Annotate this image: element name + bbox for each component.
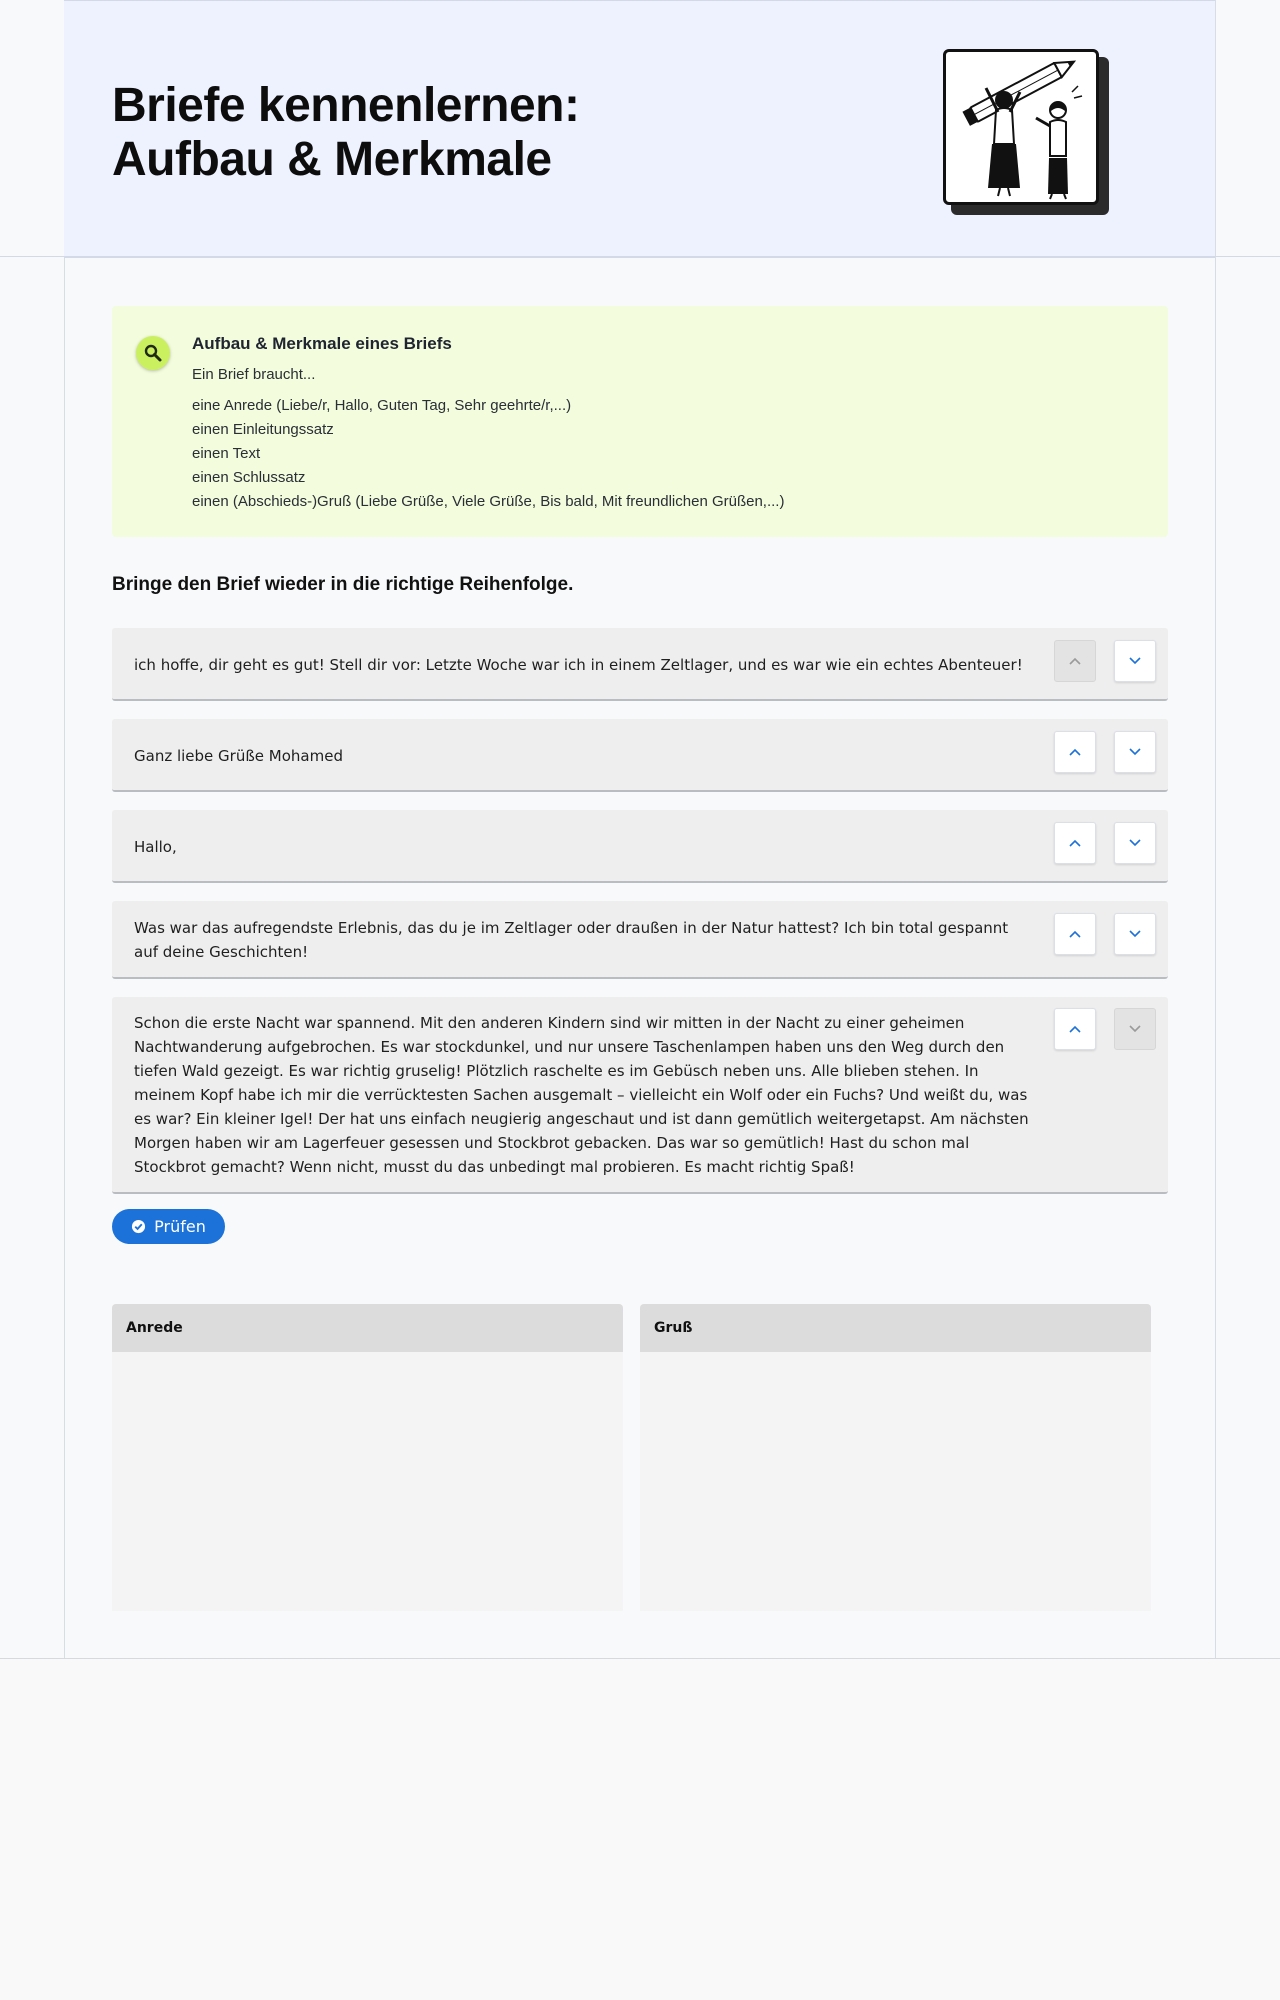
hero-divider	[0, 256, 1280, 257]
move-up-button[interactable]	[1054, 640, 1096, 682]
sort-item-text: ich hoffe, dir geht es gut! Stell dir vor: Letzte Woche war ich in einem Zeltlager, und es war wie ein echtes Abenteuer!	[134, 656, 1023, 674]
info-title: Aufbau & Merkmale eines Briefs	[192, 334, 452, 353]
sort-item-2[interactable]	[112, 719, 1168, 792]
info-list-item: einen (Abschieds-)Gruß (Liebe Grüße, Viele Grüße, Bis bald, Mit freundlichen Grüßen,...)	[192, 493, 785, 510]
dropzone-anrede-header: Anrede	[112, 1304, 623, 1352]
sort-item-text: Schon die erste Nacht war spannend. Mit den anderen Kindern sind wir mitten in der Nacht zu einer geheimen Nachtwanderung aufgebrochen. Es war stockdunkel, und nur unsere Taschenlampen haben uns den Weg durch den tiefen Wald gezeigt. Es war richtig gruselig! Plötzlich raschelte es im Gebüsch neben uns. Alle blieben stehen. In meinem Kopf habe ich mir die verrücktesten Sachen ausgemalt – vielleicht ein Wolf oder ein Fuchs? Und weißt du, was es war? Ein kleiner Igel! Der hat uns einfach neugierig angeschaut und ist dann gemütlich weitergetapst. Am nächsten Morgen haben wir am Lagerfeuer gesessen und Stockbrot gebacken. Das war so gemütlich! Hast du schon mal Stockbrot gemacht? Wenn nicht, musst du das unbedingt mal probieren. Es macht richtig Spaß!	[134, 1014, 1029, 1176]
pencil-people-illustration	[946, 52, 1096, 202]
info-list-item: einen Schlussatz	[192, 469, 306, 486]
chevron-down-icon	[1128, 929, 1142, 939]
sort-item-text: Was war das aufregendste Erlebnis, das du je im Zeltlager oder draußen in der Natur hattest? Ich bin total gespannt auf deine Geschichten!	[134, 919, 1009, 961]
page-title-line-1: Briefe kennenlernen:	[112, 79, 580, 132]
dropzone-gruss[interactable]	[640, 1304, 1151, 1611]
info-list-item: einen Text	[192, 445, 261, 462]
right-guide-line	[1215, 0, 1216, 1658]
chevron-up-icon	[1068, 838, 1082, 848]
move-up-button[interactable]	[1054, 1008, 1096, 1050]
move-down-button[interactable]	[1114, 913, 1156, 955]
check-circle-icon	[131, 1219, 146, 1234]
chevron-up-icon	[1068, 929, 1082, 939]
info-box	[112, 306, 1168, 537]
dropzone-anrede[interactable]	[112, 1304, 623, 1611]
check-button-label: Prüfen	[154, 1217, 206, 1236]
info-list	[192, 394, 784, 514]
move-down-button[interactable]	[1114, 822, 1156, 864]
chevron-down-icon	[1128, 1024, 1142, 1034]
sort-item-3[interactable]	[112, 810, 1168, 883]
chevron-down-icon	[1128, 838, 1142, 848]
sort-item-text: Hallo,	[134, 838, 177, 856]
chevron-up-icon	[1068, 656, 1082, 666]
move-down-button[interactable]	[1114, 1008, 1156, 1050]
move-up-button[interactable]	[1054, 731, 1096, 773]
task-instruction: Bringe den Brief wieder in die richtige Reihenfolge.	[112, 574, 574, 595]
info-intro: Ein Brief braucht...	[192, 366, 316, 383]
move-up-button[interactable]	[1054, 913, 1096, 955]
check-button[interactable]	[112, 1209, 225, 1244]
chevron-up-icon	[1068, 1024, 1082, 1034]
chevron-down-icon	[1128, 747, 1142, 757]
info-list-item: einen Einleitungssatz	[192, 421, 334, 438]
chevron-up-icon	[1068, 747, 1082, 757]
magnifier-icon	[136, 336, 170, 370]
sort-item-4[interactable]	[112, 901, 1168, 979]
page-title	[112, 79, 579, 187]
sort-item-1[interactable]	[112, 628, 1168, 701]
move-up-button[interactable]	[1054, 822, 1096, 864]
sort-item-5[interactable]	[112, 997, 1168, 1194]
page-title-line-2: Aufbau & Merkmale	[112, 133, 552, 186]
sort-item-text: Ganz liebe Grüße Mohamed	[134, 747, 343, 765]
dropzone-gruss-header: Gruß	[640, 1304, 1151, 1352]
move-down-button[interactable]	[1114, 731, 1156, 773]
chevron-down-icon	[1128, 656, 1142, 666]
header-illustration	[943, 49, 1099, 205]
move-down-button[interactable]	[1114, 640, 1156, 682]
magnifier-icon-glyph	[143, 343, 163, 363]
info-list-item: eine Anrede (Liebe/r, Hallo, Guten Tag, Sehr geehrte/r,...)	[192, 397, 572, 414]
